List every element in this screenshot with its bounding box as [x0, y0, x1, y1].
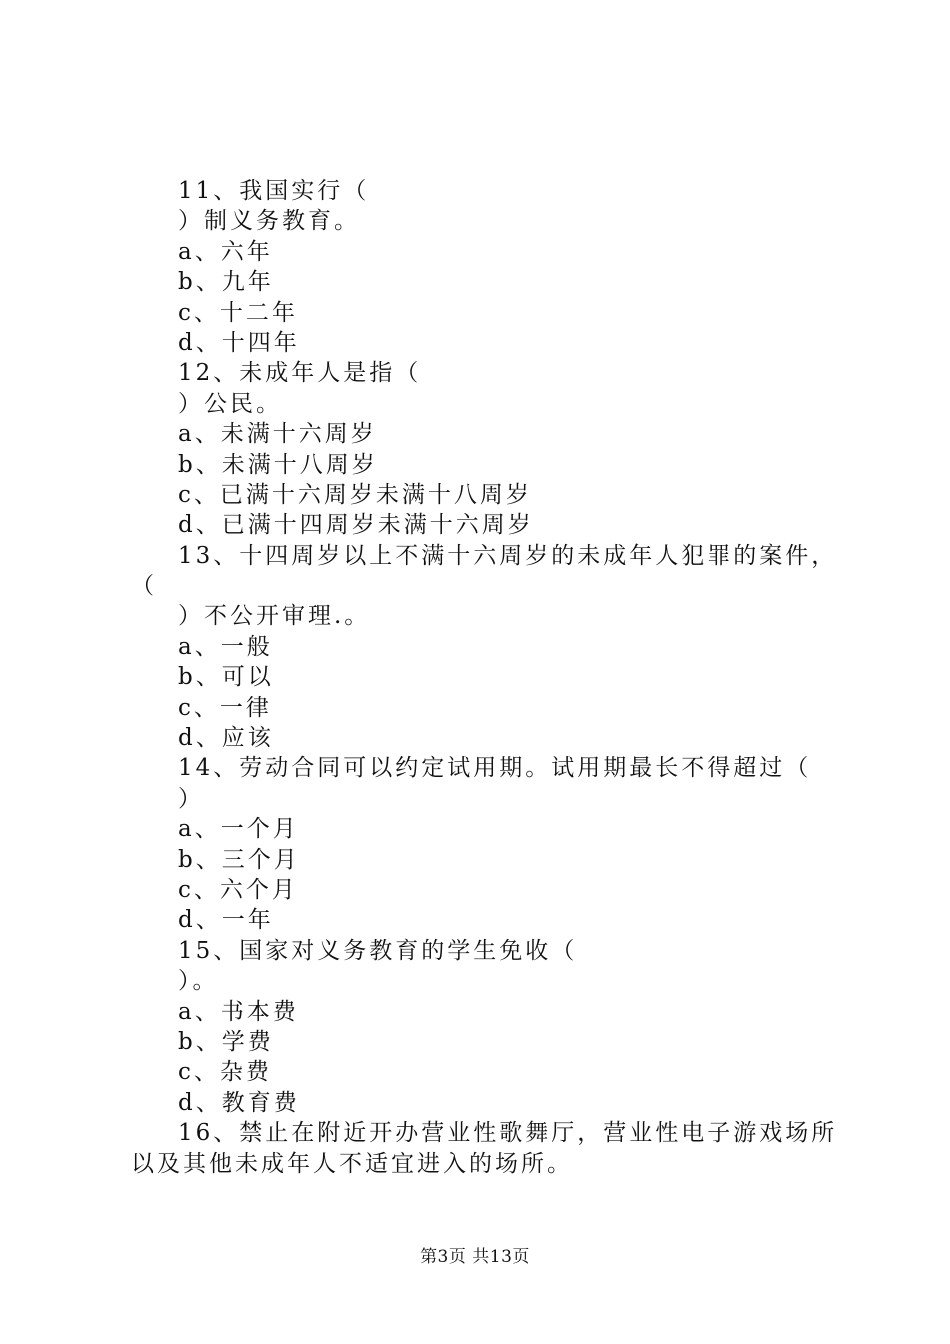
q11-option-a: a、六年	[178, 238, 273, 265]
q12-stem-cont: ）公民。	[178, 390, 282, 417]
q14-option-a: a、一个月	[178, 816, 299, 843]
q14-stem: 14、劳动合同可以约定试用期。试用期最长不得超过（	[178, 755, 812, 782]
q12-option-a: a、未满十六周岁	[178, 421, 377, 448]
q14-option-b: b、三个月	[178, 846, 300, 873]
q12-option-b: b、未满十八周岁	[178, 451, 378, 478]
q11-stem-cont: ）制义务教育。	[178, 208, 360, 235]
q13-option-c: c、一律	[178, 694, 272, 721]
page-footer: 第3页 共13页	[420, 1247, 530, 1267]
q15-stem-cont: ）。	[178, 968, 219, 995]
q11-option-b: b、九年	[178, 269, 274, 296]
q14-stem-cont: ）	[178, 785, 204, 812]
q13-option-d: d、应该	[178, 725, 274, 752]
q15-option-c: c、杂费	[178, 1059, 272, 1086]
q15-option-a: a、书本费	[178, 998, 299, 1025]
q13-stem: 13、十四周岁以上不满十六周岁的未成年人犯罪的案件，	[178, 542, 838, 569]
q16-stem: 16、禁止在附近开办营业性歌舞厅，营业性电子游戏场所	[178, 1120, 838, 1147]
q11-option-d: d、十四年	[178, 329, 300, 356]
q13-option-a: a、一般	[178, 633, 273, 660]
q15-option-b: b、学费	[178, 1028, 274, 1055]
q11-stem: 11、我国实行（	[178, 178, 370, 204]
q13-stem-cont: （	[131, 573, 157, 600]
q13-stem-cont2: ）不公开审理.。	[178, 603, 371, 630]
q16-stem-cont: 以及其他未成年人不适宜进入的场所。	[131, 1150, 573, 1177]
q13-option-b: b、可以	[178, 664, 274, 691]
q14-option-c: c、六个月	[178, 876, 298, 903]
q12-stem: 12、未成年人是指（	[178, 360, 422, 387]
q12-option-c: c、已满十六周岁未满十八周岁	[178, 481, 532, 508]
q14-option-d: d、一年	[178, 907, 274, 934]
q15-option-d: d、教育费	[178, 1089, 300, 1116]
q11-option-c: c、十二年	[178, 299, 298, 326]
q12-option-d: d、已满十四周岁未满十六周岁	[178, 512, 534, 539]
document-body	[131, 176, 838, 1179]
q15-stem: 15、国家对义务教育的学生免收（	[178, 937, 578, 964]
